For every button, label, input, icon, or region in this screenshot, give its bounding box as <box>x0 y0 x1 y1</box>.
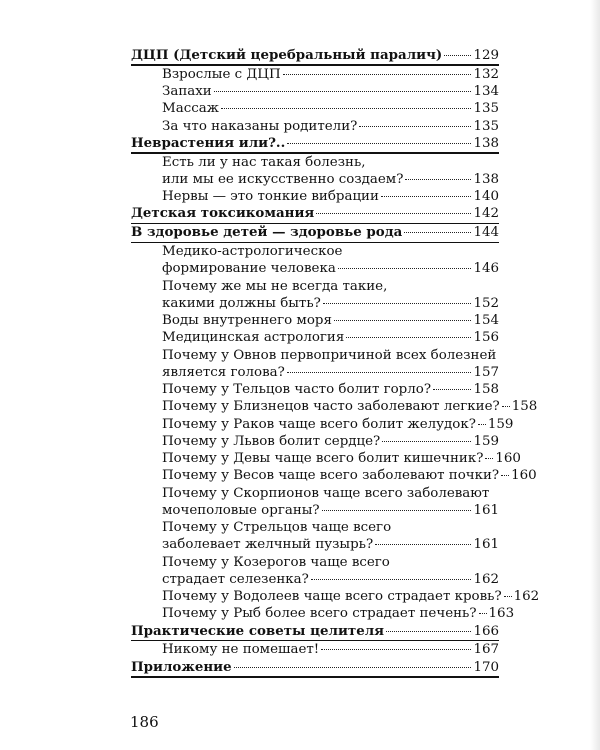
toc-entry-title: Почему у Рыб более всего страдает печень? <box>162 606 477 622</box>
toc-page-number: 162 <box>513 589 540 605</box>
toc-page-number: 142 <box>473 206 499 222</box>
dot-leader <box>386 631 471 632</box>
dot-leader <box>214 91 472 92</box>
toc-section-entry <box>131 224 499 241</box>
dot-leader <box>283 74 472 75</box>
toc-page-number: 159 <box>487 416 514 432</box>
dot-leader <box>444 55 471 56</box>
toc-entry-title: Взрослые с ДЦП <box>162 66 281 82</box>
toc-subentry <box>131 605 515 622</box>
toc-entry-title: Неврастения или?.. <box>131 134 286 151</box>
dot-leader <box>381 196 472 197</box>
toc-subentry <box>131 416 514 433</box>
toc-page-number: 158 <box>511 399 538 415</box>
toc-subentry <box>131 188 499 205</box>
dot-leader <box>334 320 472 321</box>
toc-subentry <box>131 312 499 329</box>
toc-entry-title: Почему у Раков чаще всего болит желудок? <box>162 416 476 432</box>
dot-leader <box>479 613 487 614</box>
toc-entry-title: какими должны быть? <box>162 295 321 311</box>
toc-page-number: 134 <box>473 84 499 100</box>
toc-subentry <box>131 243 499 260</box>
dot-leader <box>501 475 509 476</box>
toc-page-number: 170 <box>473 659 499 675</box>
toc-subentry <box>131 381 499 398</box>
toc-subentry <box>131 278 499 295</box>
section-rule <box>131 676 499 678</box>
toc-subentry <box>131 171 499 188</box>
toc-page-number: 135 <box>473 101 499 117</box>
toc-section-entry <box>131 623 499 640</box>
toc-entry-title: является голова? <box>162 364 285 380</box>
toc-entry-title: Практические советы целителя <box>131 622 385 639</box>
toc-entry-title: заболевает желчный пузырь? <box>162 537 374 553</box>
dot-leader <box>321 649 471 650</box>
toc-entry-title: Почему у Стрельцов чаще всего <box>162 520 392 536</box>
toc-subentry <box>131 347 499 364</box>
toc-entry-title: формирование человека <box>162 261 336 277</box>
toc-subentry <box>131 329 499 346</box>
toc-subentry <box>131 571 499 588</box>
dot-leader <box>346 337 471 338</box>
dot-leader <box>311 579 472 580</box>
toc-entry-title: Почему у Тельцов часто болит горло? <box>162 382 432 398</box>
toc-subentry <box>131 118 499 135</box>
toc-page-number: 160 <box>495 451 521 467</box>
toc-subentry <box>131 433 499 450</box>
toc-subentry <box>131 260 499 277</box>
toc-page-number: 157 <box>473 364 499 380</box>
toc-entry-title: Есть ли у нас такая болезнь, <box>162 154 366 170</box>
toc-subentry <box>131 295 499 312</box>
dot-leader <box>316 213 471 214</box>
toc-entry-title: Никому не помешает! <box>162 642 320 658</box>
toc-entry-title: Почему у Водолеев чаще всего страдает кровь? <box>162 589 502 605</box>
toc-entry-title: В здоровье детей — здоровье рода <box>131 224 403 241</box>
toc-subentry <box>131 398 538 415</box>
toc-page-number: 154 <box>473 313 499 329</box>
toc-subentry <box>131 536 499 553</box>
toc-page-number: 135 <box>473 118 499 134</box>
dot-leader <box>404 232 471 233</box>
toc-page-number: 129 <box>473 48 499 63</box>
page-number: 186 <box>130 713 159 731</box>
toc-page-number: 162 <box>473 571 499 587</box>
toc-subentry <box>131 485 499 502</box>
toc-entry-title: Медицинская астрология <box>162 330 345 346</box>
toc-subentry <box>131 66 499 83</box>
toc-entry-title: Запахи <box>162 84 212 100</box>
toc-page-number: 138 <box>473 171 499 187</box>
dot-leader <box>338 268 472 269</box>
toc-entry-title: или мы ее искусственно создаем? <box>162 171 404 187</box>
dot-leader <box>382 441 471 442</box>
toc-page-number: 159 <box>473 433 499 449</box>
toc-subentry <box>131 450 521 467</box>
dot-leader <box>375 544 471 545</box>
toc-entry-title: Нервы — это тонкие вибрации <box>162 189 379 205</box>
toc-page-number: 161 <box>473 502 499 518</box>
toc-subentry <box>131 641 499 658</box>
dot-leader <box>478 424 486 425</box>
toc-entry-title: страдает селезенка? <box>162 571 309 587</box>
dot-leader <box>322 510 472 511</box>
dot-leader <box>323 303 472 304</box>
toc-entry-title: Почему у Скорпионов чаще всего заболевают <box>162 485 490 501</box>
dot-leader <box>485 458 493 459</box>
dot-leader <box>234 667 472 668</box>
toc-subentry <box>131 364 499 381</box>
toc-entry-title: Почему у Весов чаще всего заболевают почки? <box>162 468 500 484</box>
toc-entry-title: Почему у Козерогов чаще всего <box>162 554 390 570</box>
toc-page-number: 161 <box>473 537 499 553</box>
toc-subentry <box>131 100 499 117</box>
toc-subentry <box>131 467 537 484</box>
toc-entry-title: Приложение <box>131 658 232 675</box>
toc-section-entry <box>131 47 499 64</box>
toc-page-number: 158 <box>473 382 499 398</box>
toc-page-number: 144 <box>473 225 499 241</box>
toc-entry-title: Массаж <box>162 101 219 117</box>
toc-section-entry <box>131 205 499 222</box>
toc-page-number: 163 <box>488 606 515 622</box>
toc-subentry <box>131 554 499 571</box>
toc-entry-title: Почему у Овнов первопричиной всех болезней <box>162 347 497 363</box>
dot-leader <box>287 372 472 373</box>
toc-entry-title: Почему у Близнецов часто заболевают легкие? <box>162 399 500 415</box>
toc-page-number: 146 <box>473 261 499 277</box>
toc-entry-title: Воды внутреннего моря <box>162 313 332 329</box>
dot-leader <box>405 179 471 180</box>
dot-leader <box>502 406 510 407</box>
toc-subentry <box>131 588 540 605</box>
table-of-contents <box>131 47 540 678</box>
toc-entry-title: За что наказаны родители? <box>162 118 358 134</box>
toc-entry-title: ДЦП (Детский церебральный паралич) <box>131 47 443 63</box>
toc-section-entry <box>131 135 499 152</box>
toc-page-number: 152 <box>473 295 499 311</box>
dot-leader <box>504 596 512 597</box>
dot-leader <box>221 108 471 109</box>
toc-subentry <box>131 154 499 171</box>
toc-page-number: 160 <box>511 468 537 484</box>
dot-leader <box>287 143 471 144</box>
dot-leader <box>359 126 471 127</box>
toc-entry-title: мочеполовые органы? <box>162 502 320 518</box>
toc-entry-title: Детская токсикомания <box>131 205 315 222</box>
toc-page-number: 138 <box>473 135 499 151</box>
toc-page-number: 156 <box>473 330 499 346</box>
toc-page-number: 167 <box>473 642 499 658</box>
toc-page-number: 166 <box>473 623 499 639</box>
toc-page-number: 140 <box>473 189 499 205</box>
toc-subentry <box>131 519 499 536</box>
page-edge-shadow <box>590 0 600 750</box>
toc-entry-title: Почему у Львов болит сердце? <box>162 433 381 449</box>
toc-entry-title: Почему у Девы чаще всего болит кишечник? <box>162 451 484 467</box>
toc-entry-title: Почему же мы не всегда такие, <box>162 278 388 294</box>
toc-subentry <box>131 83 499 100</box>
dot-leader <box>433 389 471 390</box>
toc-subentry <box>131 502 499 519</box>
toc-section-entry <box>131 659 499 676</box>
toc-entry-title: Медико-астрологическое <box>162 244 343 260</box>
toc-page-number: 132 <box>473 66 499 82</box>
